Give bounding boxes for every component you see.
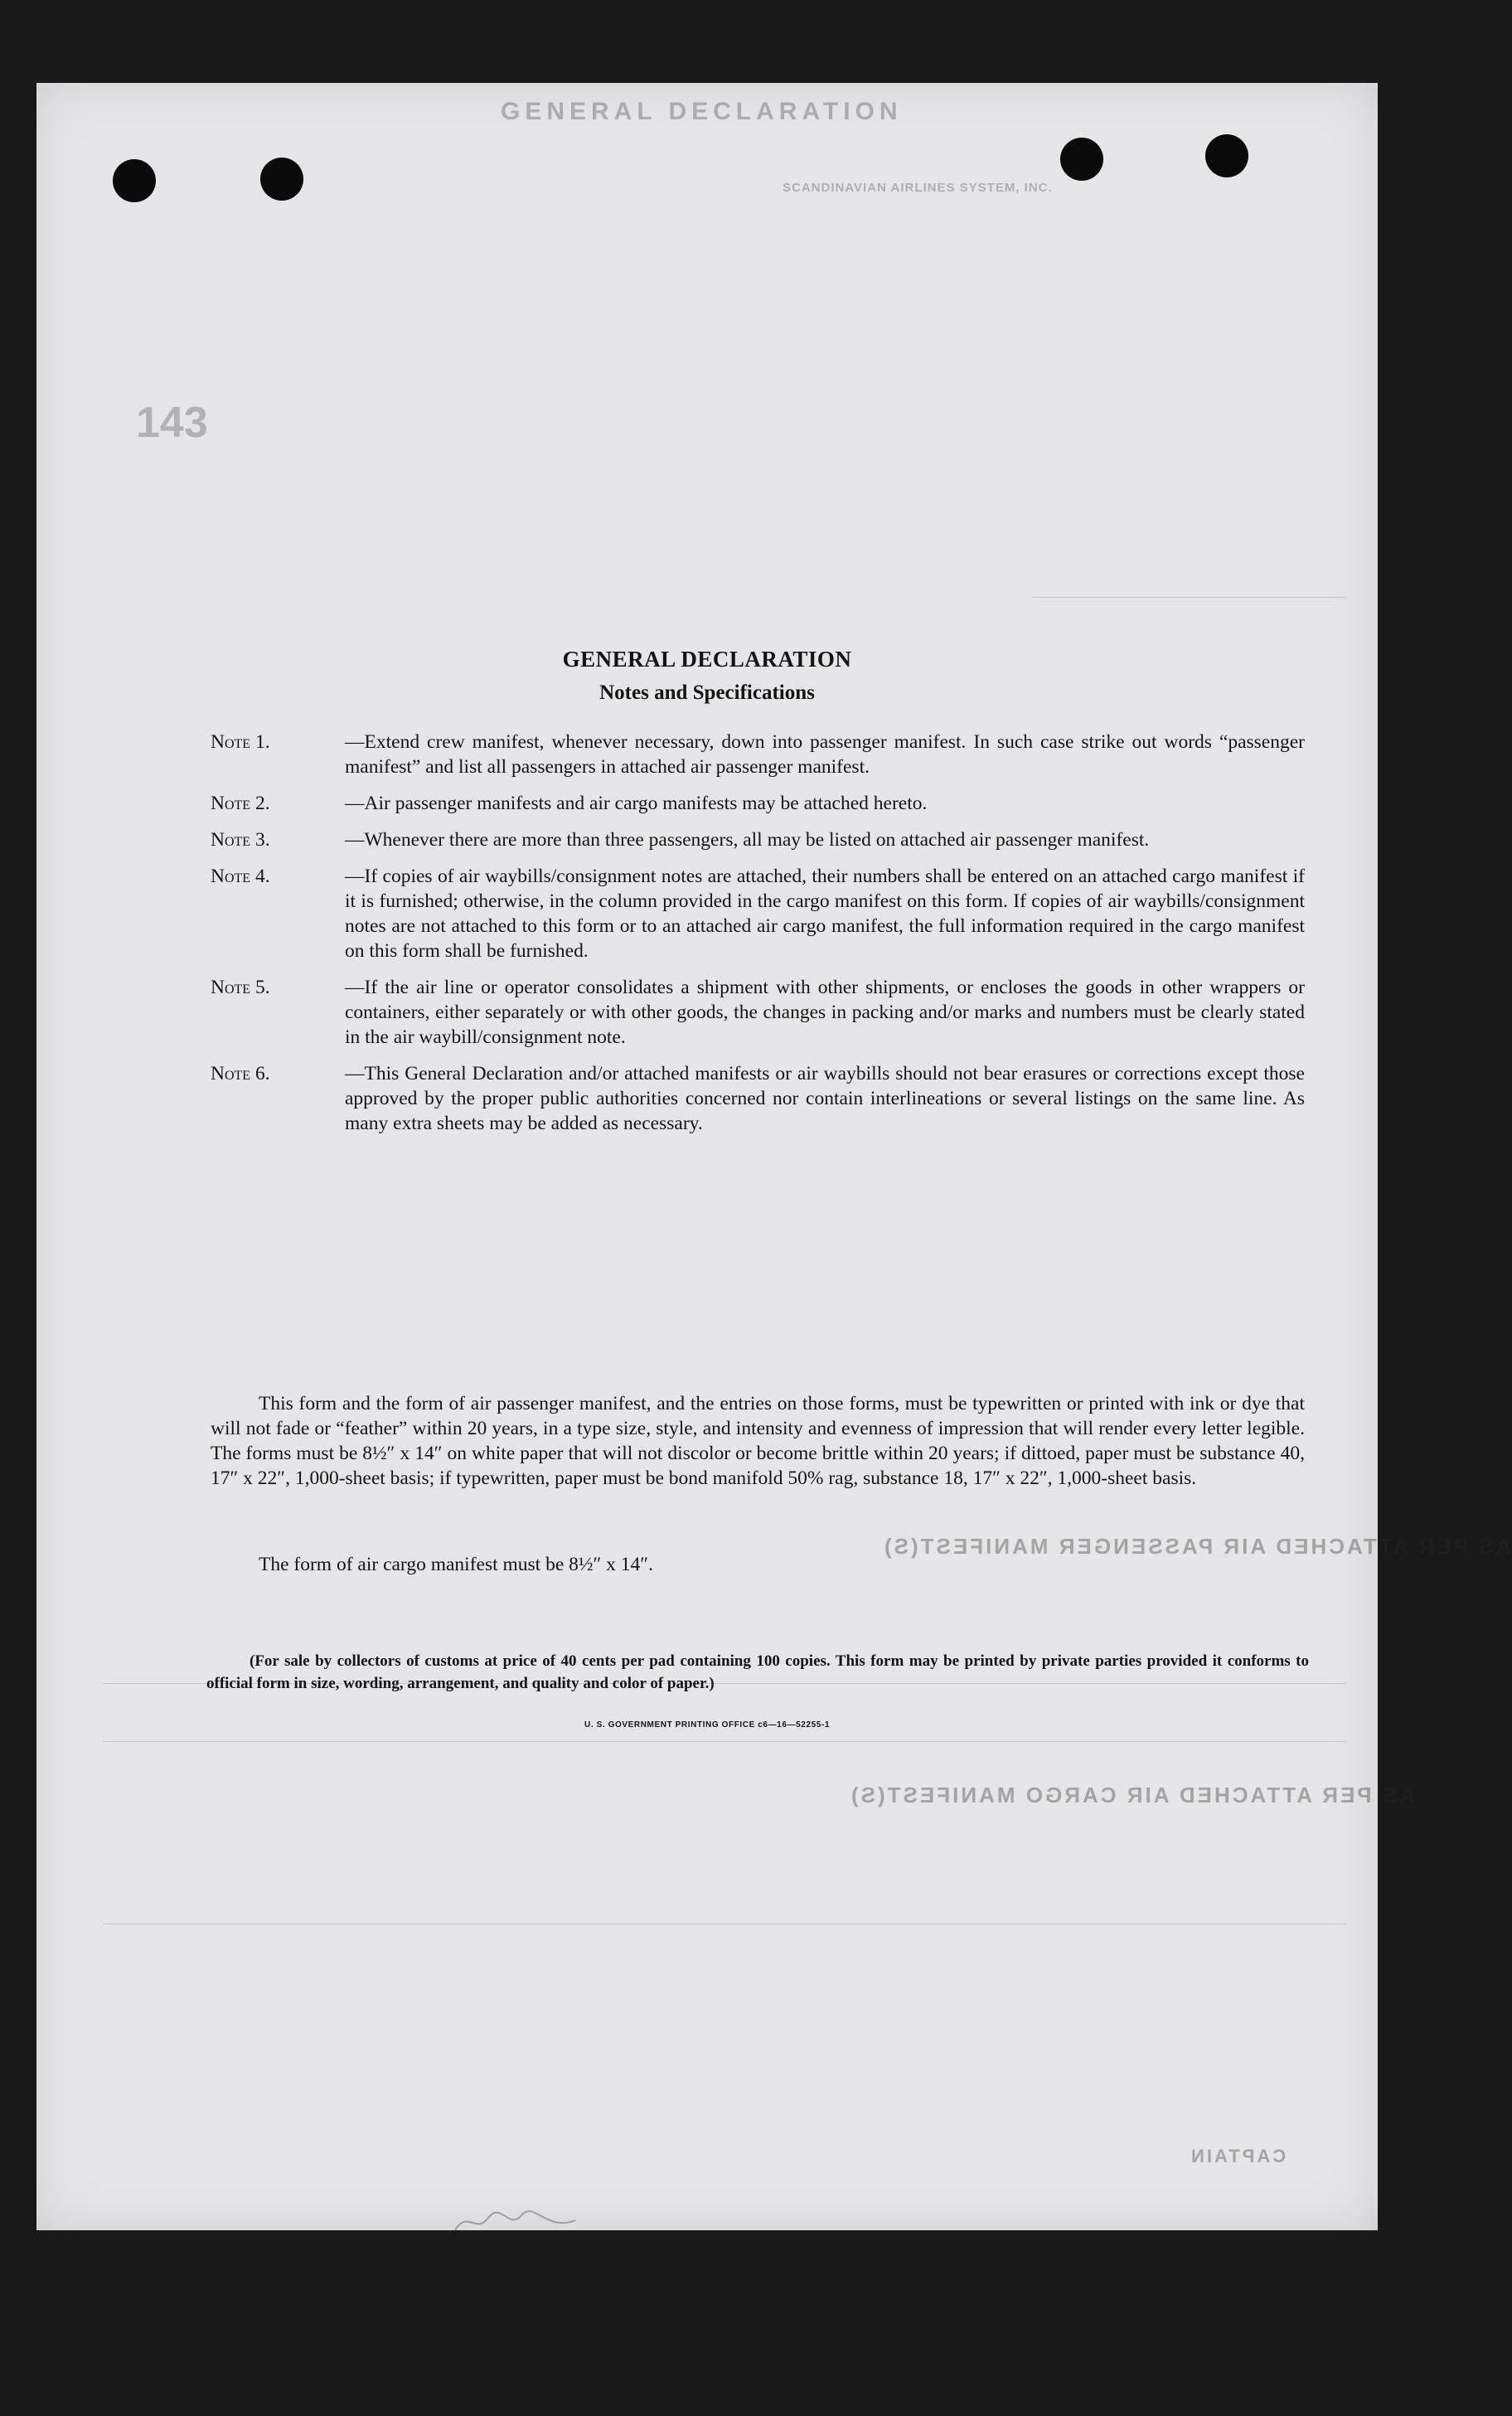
note-label: Note 3. bbox=[211, 829, 270, 851]
bleed-through-rule bbox=[1031, 597, 1346, 598]
note-label: Note 5. bbox=[211, 977, 270, 998]
form-specification-paragraph: This form and the form of air passenger manifest, and the entries on those forms, must be typewritten or printed with ink or dye that will not fade or “feather” within 20 years, in a type size, style, and intensity and evenness of impression that will render every letter legible. The forms must be 8½″ x 14″ on white paper that will not discolor or become brittle within 20 years; if dittoed, paper must be substance 40, 17″ x 22″, 1,000-sheet basis; if typewritten, paper must be bond manifold 50% rag, substance 18, 17″ x 22″, 1,000-sheet basis. bbox=[211, 1393, 1305, 1489]
cargo-form-size-line: The form of air cargo manifest must be 8½″ x 14″. bbox=[259, 1554, 653, 1575]
bleed-through-rule bbox=[103, 1741, 1346, 1742]
punch-hole bbox=[1060, 138, 1103, 181]
note-text: —This General Declaration and/or attached manifests or air waybills should not bear erasures or corrections except those approved by the proper public authorities concerned nor contain interlineations or several listings on the same line. As many extra sheets may be added as necessary. bbox=[345, 1063, 1305, 1134]
note-2 bbox=[211, 791, 1305, 816]
sale-notice: (For sale by collectors of customs at price of 40 cents per pad containing 100 copies. This form may be printed by private parties provided it conforms to official form in size, wording, arrangement, and quality and color of paper.) bbox=[206, 1652, 1309, 1692]
note-label: Note 6. bbox=[211, 1063, 270, 1084]
bleed-through-passenger-stamp: AS PER ATTACHED AIR PASSENGER MANIFEST(S) bbox=[882, 1534, 1512, 1559]
punch-hole bbox=[1205, 134, 1248, 177]
note-6 bbox=[211, 1061, 1305, 1136]
bleed-through-captain: CAPTAIN bbox=[1189, 2146, 1287, 2166]
bleed-through-cargo-stamp: AS PER ATTACHED AIR CARGO MANIFEST(S) bbox=[849, 1783, 1415, 1807]
note-text: —Whenever there are more than three passengers, all may be listed on attached air passenger manifest. bbox=[345, 829, 1150, 851]
page-subtitle: Notes and Specifications bbox=[599, 682, 815, 704]
note-label: Note 2. bbox=[211, 793, 270, 814]
bleed-through-page-number: 143 bbox=[136, 399, 208, 447]
punch-hole bbox=[260, 158, 303, 201]
note-text: —If copies of air waybills/consignment notes are attached, their numbers shall be entered on an attached cargo manifest if it is furnished; otherwise, in the column provided in the cargo manifest on this form. If copies of air waybills/consignment notes are not attached to this form or to an attached air cargo manifest, the full information required in the cargo manifest on this form shall be furnished. bbox=[345, 866, 1305, 962]
notes-list bbox=[211, 730, 1305, 1147]
note-label: Note 4. bbox=[211, 866, 270, 887]
note-text: —If the air line or operator consolidates a shipment with other shipments, or encloses the goods in other wrappers or containers, either separately or with other goods, the changes in packing and/or marks and numbers must be clearly stated in the air waybill/consignment note. bbox=[345, 977, 1305, 1048]
note-label: Note 1. bbox=[211, 731, 270, 753]
punch-hole bbox=[113, 159, 156, 202]
bleed-through-title: GENERAL DECLARATION bbox=[501, 98, 903, 125]
note-text: —Air passenger manifests and air cargo manifests may be attached hereto. bbox=[345, 793, 928, 814]
note-3 bbox=[211, 827, 1305, 852]
note-5 bbox=[211, 975, 1305, 1050]
note-4 bbox=[211, 864, 1305, 963]
note-text: —Extend crew manifest, whenever necessary, down into passenger manifest. In such case strike out words “passenger manifest” and list all passengers in attached air passenger manifest. bbox=[345, 731, 1305, 778]
signature-bleed-through bbox=[451, 2205, 584, 2239]
note-1 bbox=[211, 730, 1305, 779]
page-title: GENERAL DECLARATION bbox=[562, 647, 852, 672]
printer-line: U. S. GOVERNMENT PRINTING OFFICE c6—16—52255-1 bbox=[584, 1720, 830, 1730]
document-page bbox=[36, 83, 1512, 2230]
bleed-through-airline: SCANDINAVIAN AIRLINES SYSTEM, INC. bbox=[783, 181, 1053, 195]
